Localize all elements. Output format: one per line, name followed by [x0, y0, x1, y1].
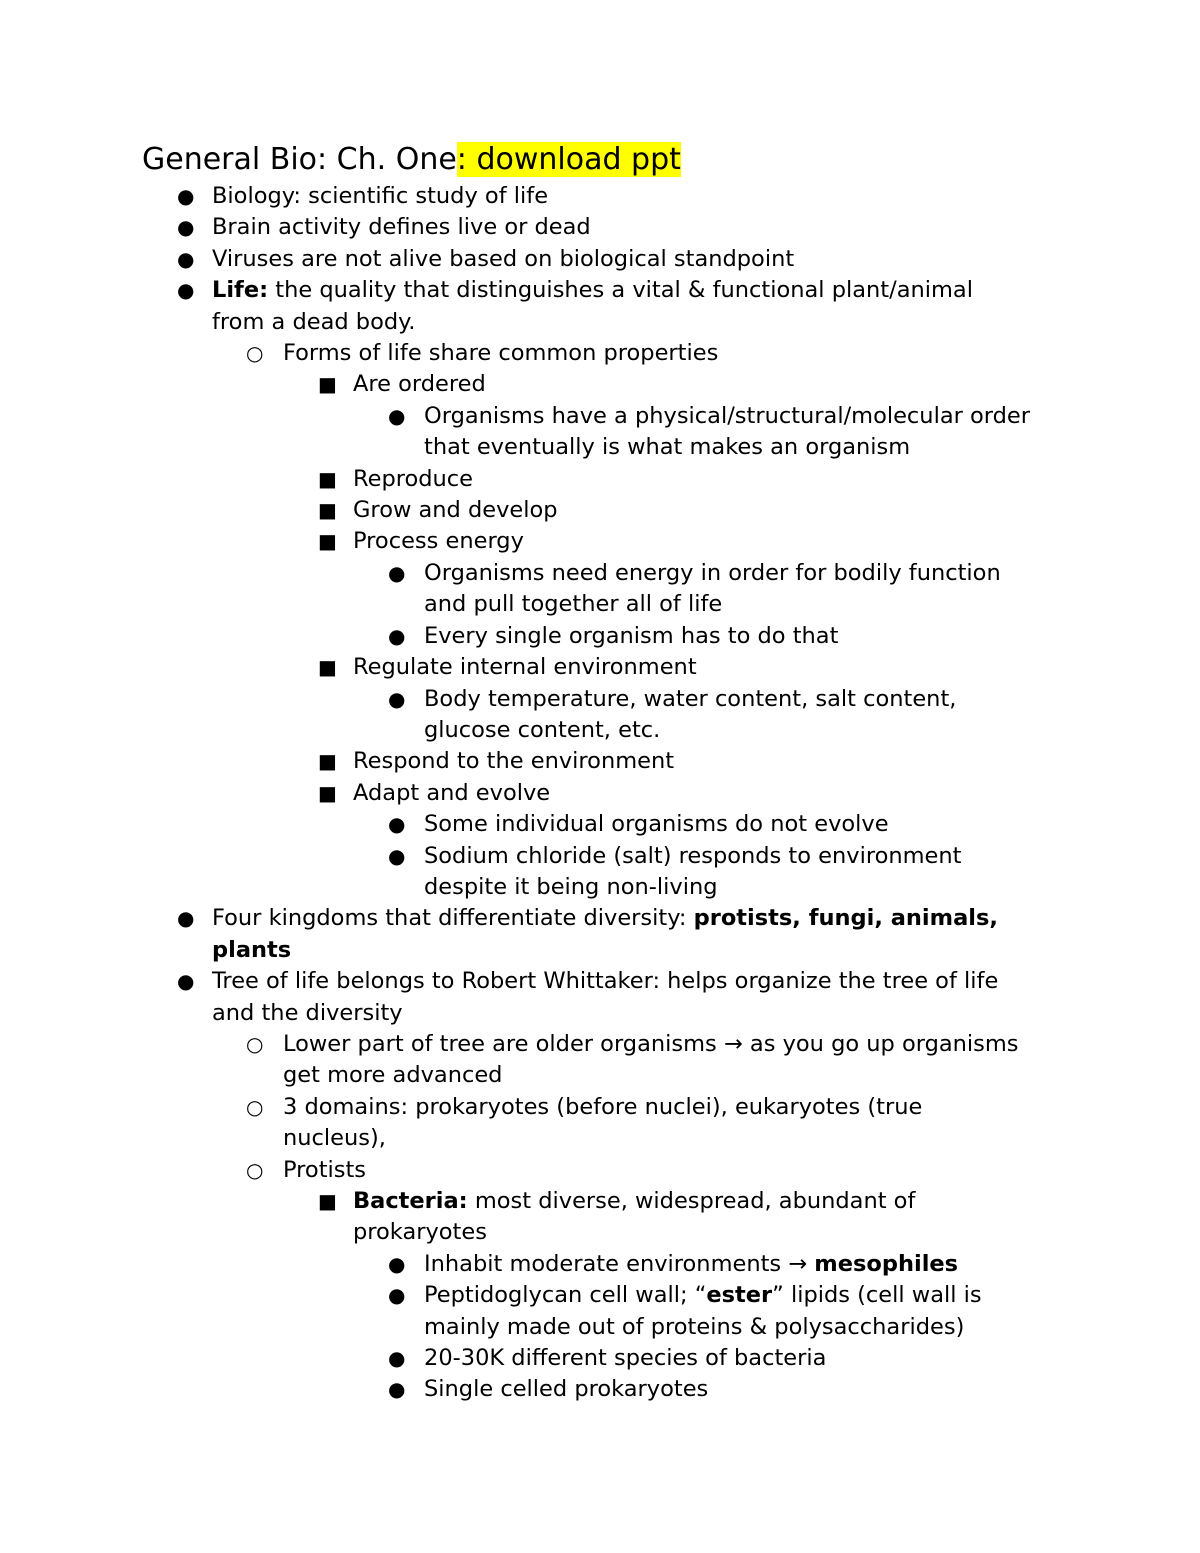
notes-list [0, 181, 1200, 1406]
item-text: most diverse, widespread, abundant of prokaryotes [353, 1188, 916, 1246]
list-item [0, 558, 1200, 621]
item-text: Brain activity defines live or dead [212, 214, 591, 241]
list-item [0, 809, 1200, 840]
item-text: Viruses are not alive based on biological standpoint [212, 245, 795, 272]
list-item [0, 1186, 1200, 1249]
bold-text: protists, fungi, animals, plants [212, 905, 998, 963]
list-item [0, 1092, 1200, 1155]
list-item [0, 275, 1200, 338]
item-text: Respond to the environment [353, 748, 675, 775]
list-item [0, 966, 1200, 1029]
list-item [0, 1029, 1200, 1092]
bullet-icon: ● [388, 1377, 406, 1402]
item-text: Protists [283, 1156, 367, 1183]
list-item [0, 684, 1200, 747]
item-text: 20-30K different species of bacteria [424, 1345, 827, 1372]
list-item [0, 1280, 1200, 1343]
bullet-icon: ■ [318, 1189, 337, 1213]
bullet-icon: ■ [318, 529, 337, 554]
bullet-icon: ● [388, 843, 406, 868]
item-text: the quality that distinguishes a vital & functional plant/animal from a dead body. [212, 277, 973, 335]
bullet-icon: ● [388, 560, 406, 585]
item-text: Adapt and evolve [353, 779, 551, 806]
bold-text: Bacteria: [353, 1188, 468, 1214]
item-text: Lower part of tree are older organisms → as you go up organisms get more advanced [283, 1030, 1019, 1089]
title-text: General Bio: Ch. One [142, 142, 457, 177]
bullet-icon: ● [177, 215, 195, 240]
item-text: Process energy [353, 528, 524, 555]
list-item [0, 903, 1200, 966]
bold-text: Life: [212, 277, 269, 304]
list-item [0, 464, 1200, 495]
item-text: Four kingdoms that differentiate diversity: [212, 905, 694, 932]
bullet-icon: ■ [318, 372, 337, 397]
bullet-icon: ● [388, 1251, 406, 1276]
bullet-icon: ● [388, 403, 406, 428]
item-text: Are ordered [353, 371, 486, 398]
list-item [0, 526, 1200, 557]
item-text: Tree of life belongs to Robert Whittaker: helps organize the tree of life and the diversity [212, 968, 999, 1026]
item-text: Forms of life share common properties [283, 340, 719, 367]
bullet-icon: ○ [246, 341, 264, 366]
bullet-icon: ■ [318, 749, 337, 774]
item-text: Body temperature, water content, salt content, glucose content, etc. [424, 685, 957, 743]
item-text: Reproduce [353, 465, 474, 492]
bullet-icon: ○ [246, 1094, 264, 1119]
list-item [0, 841, 1200, 904]
list-item [0, 778, 1200, 809]
bullet-icon: ● [177, 969, 195, 994]
item-text: Regulate internal environment [353, 654, 697, 681]
list-item [0, 369, 1200, 400]
bullet-icon: ● [177, 246, 195, 271]
bullet-icon: ■ [318, 780, 337, 805]
list-item [0, 212, 1200, 243]
bullet-icon: ● [388, 686, 406, 711]
list-item [0, 1374, 1200, 1405]
item-text: ” lipids (cell wall is mainly made out of proteins & polysaccharides) [424, 1282, 982, 1340]
item-text: Biology: scientific study of life [212, 183, 549, 209]
item-text: Inhabit moderate environments → [424, 1250, 815, 1277]
list-item [0, 1249, 1200, 1280]
bullet-icon: ● [388, 1346, 406, 1371]
bullet-icon: ● [388, 623, 406, 648]
bullet-icon: ○ [246, 1031, 264, 1056]
list-item [0, 495, 1200, 526]
bullet-icon: ■ [318, 498, 337, 523]
bullet-icon: ● [177, 184, 195, 208]
bullet-icon: ● [388, 1283, 406, 1308]
page-title [142, 138, 681, 182]
list-item [0, 1155, 1200, 1186]
list-item [0, 181, 1200, 212]
item-text: Peptidoglycan cell wall; “ [424, 1282, 707, 1309]
bullet-icon: ● [177, 278, 195, 303]
item-text: 3 domains: prokaryotes (before nuclei), eukaryotes (true nucleus), [283, 1093, 923, 1152]
list-item [0, 652, 1200, 683]
list-item [0, 1343, 1200, 1374]
title-highlight: : download ppt [456, 142, 681, 177]
list-item [0, 338, 1200, 369]
list-item [0, 621, 1200, 652]
bullet-icon: ■ [318, 655, 337, 680]
item-text: Some individual organisms do not evolve [424, 811, 889, 838]
list-item [0, 746, 1200, 777]
bullet-icon: ○ [246, 1157, 264, 1182]
bullet-icon: ● [177, 906, 195, 931]
list-item [0, 244, 1200, 275]
list-item [0, 401, 1200, 464]
item-text: Grow and develop [353, 497, 558, 524]
item-text: Sodium chloride (salt) responds to environment despite it being non-living [424, 842, 962, 900]
bullet-icon: ■ [318, 466, 337, 491]
item-text: Every single organism has to do that [424, 622, 839, 649]
item-text: Organisms need energy in order for bodily function and pull together all of life [424, 559, 1001, 618]
item-text: Organisms have a physical/structural/molecular order that eventually is what makes an organism [424, 402, 1031, 461]
item-text: Single celled prokaryotes [424, 1376, 709, 1403]
bold-text: mesophiles [814, 1250, 959, 1277]
bold-text: ester [706, 1282, 773, 1309]
bullet-icon: ● [388, 812, 406, 837]
